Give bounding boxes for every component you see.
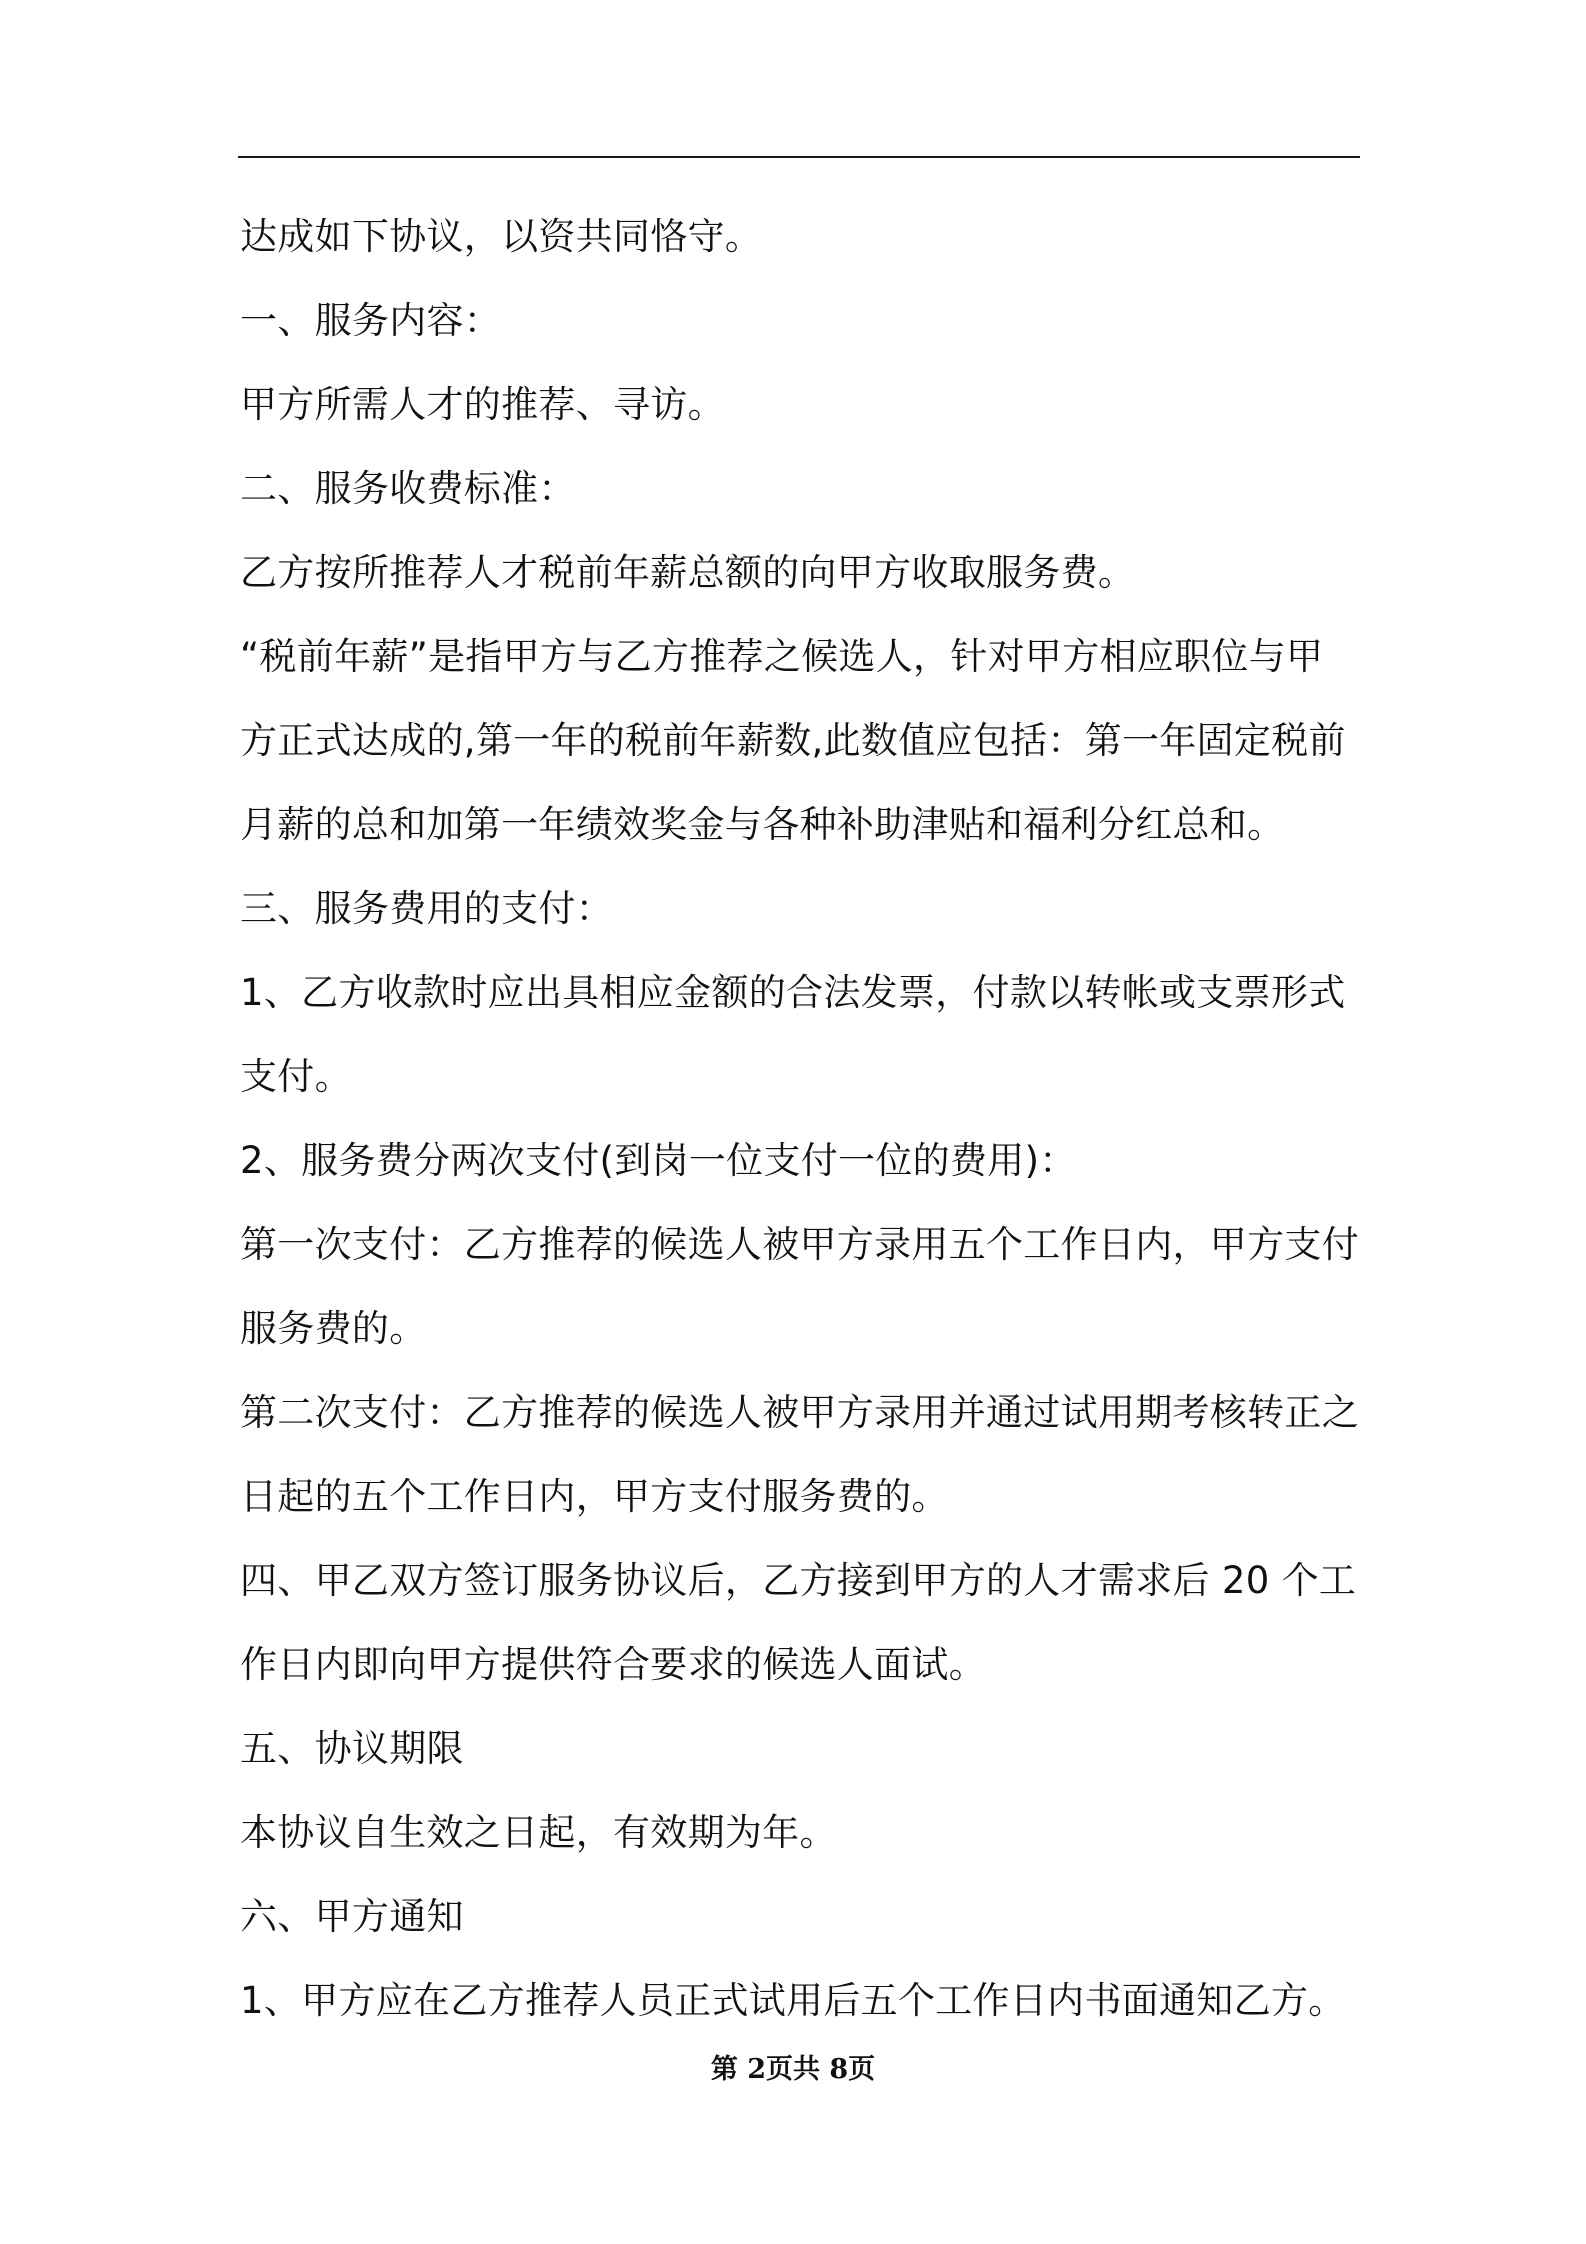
header-rule bbox=[238, 156, 1360, 158]
text-line: “税前年薪”是指甲方与乙方推荐之候选人，针对甲方相应职位与甲 bbox=[240, 635, 1324, 678]
text-line: 第二次支付：乙方推荐的候选人被甲方录用并通过试用期考核转正之 bbox=[240, 1391, 1359, 1434]
text-line: 方正式达成的,第一年的税前年薪数,此数值应包括：第一年固定税前 bbox=[240, 719, 1346, 762]
text-line: 四、甲乙双方签订服务协议后，乙方接到甲方的人才需求后 20 个工 bbox=[240, 1559, 1357, 1602]
text-line: 本协议自生效之日起，有效期为年。 bbox=[240, 1811, 837, 1854]
page-footer: 第 2页共 8页 bbox=[710, 2054, 876, 2085]
text-line: 服务费的。 bbox=[240, 1307, 427, 1350]
text-line: 支付。 bbox=[240, 1055, 352, 1098]
text-line: 乙方按所推荐人才税前年薪总额的向甲方收取服务费。 bbox=[240, 551, 1136, 594]
section-heading: 一、服务内容： bbox=[240, 299, 502, 342]
section-heading: 六、甲方通知 bbox=[240, 1895, 464, 1938]
document-body bbox=[240, 195, 1362, 2043]
text-line: 1、乙方收款时应出具相应金额的合法发票，付款以转帐或支票形式 bbox=[240, 971, 1346, 1014]
text-line: 达成如下协议，以资共同恪守。 bbox=[240, 215, 763, 258]
text-line: 月薪的总和加第一年绩效奖金与各种补助津贴和福利分红总和。 bbox=[240, 803, 1285, 846]
section-heading: 三、服务费用的支付： bbox=[240, 887, 613, 930]
text-line: 1、甲方应在乙方推荐人员正式试用后五个工作日内书面通知乙方。 bbox=[240, 1979, 1346, 2022]
text-line: 2、服务费分两次支付(到岗一位支付一位的费用)： bbox=[240, 1139, 1077, 1182]
text-line: 甲方所需人才的推荐、寻访。 bbox=[240, 383, 725, 426]
text-line: 日起的五个工作日内，甲方支付服务费的。 bbox=[240, 1475, 949, 1518]
section-heading: 二、服务收费标准： bbox=[240, 467, 576, 510]
text-line: 作日内即向甲方提供符合要求的候选人面试。 bbox=[240, 1643, 986, 1686]
section-heading: 五、协议期限 bbox=[240, 1727, 464, 1770]
text-line: 第一次支付：乙方推荐的候选人被甲方录用五个工作日内，甲方支付 bbox=[240, 1223, 1359, 1266]
